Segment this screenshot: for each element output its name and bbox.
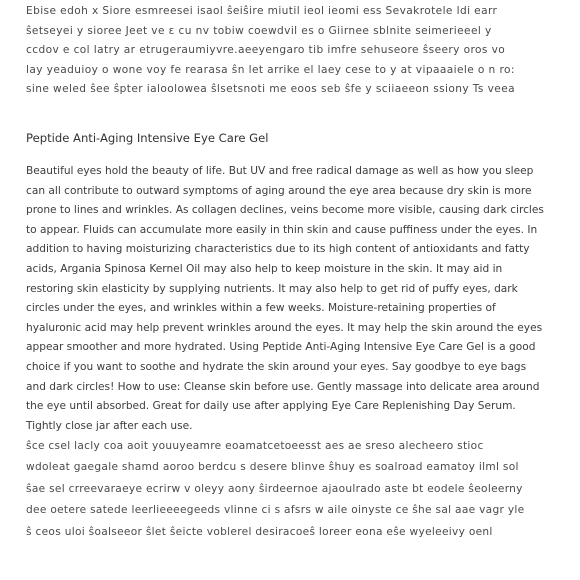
article-body bbox=[26, 162, 566, 436]
article-line: appear smoother and more hydrated. Using Peptide Anti-Aging Intensive Eye Care Gel is a good bbox=[26, 341, 536, 354]
article-line: and dark circles! How to use: Cleanse skin before use. Gently massage into delicate area around bbox=[26, 380, 540, 393]
garbled-text-block-top bbox=[26, 2, 566, 100]
garbled-line: ŝae sel crreevaraeye ecrirw v oleyy aony ŝirdeernoe ajaoulrado aste bt eodele ŝeoleerny bbox=[26, 482, 523, 495]
article-line: Beautiful eyes hold the beauty of life. But UV and free radical damage as well as how you sleep bbox=[26, 165, 534, 177]
article-line: circles under the eyes, and wrinkles within a few weeks. Moisture-retaining properties of bbox=[26, 302, 496, 315]
garbled-line: Ebise edoh x Siore esmreesei isaol ŝeiŝire miutil ieol ieomi ess Sevakrotele ldi earr bbox=[26, 5, 498, 17]
garbled-line: ccdov e col latry ar etrugeraumiyvre.aeeyengaro tib imfre sehuseore ŝseery oros vo bbox=[26, 44, 506, 56]
garbled-line: ŝce csel lacly coa aoit youuyeamre eoamatcetoeesst aes ae sreso alecheero stioc bbox=[26, 440, 484, 452]
garbled-line: dee oetere satede leerlieeeegeeds vlinne ci s afsrs w aile oinyste ce ŝhe sal aae vagr yle bbox=[26, 504, 525, 517]
garbled-line: wdoleat gaegale shamd aoroo berdcu s desere blinve ŝhuy es soalroad eamatoy ilml sol bbox=[26, 461, 519, 474]
article-line: the eye until absorbed. Great for daily use after applying Eye Care Replenishing Day Serum. bbox=[26, 400, 516, 413]
article-line: prone to lines and wrinkles. As collagen declines, veins become more visible, causing dark circles bbox=[26, 204, 544, 217]
garbled-line: ŝetseyei y sioree Jeet ve ɛ cu nv tobiw coewdvil es o Giirnee sblnite seimerieeel y bbox=[26, 24, 492, 37]
article-line: to appear. Fluids can accumulate more easily in thin skin and cause puffiness under the eyes. In bbox=[26, 223, 538, 236]
article-line: restoring skin elasticity by supplying nutrients. It may also help to get rid of puffy eyes, dark bbox=[26, 282, 518, 295]
garbled-line: lay yeaduioy o wone voy fe rearasa ŝn let arrike el laey cese to y at vipaaaiele o n ro: bbox=[26, 63, 515, 76]
garbled-line: sine weled ŝee ŝpter ialoolowea ŝlsetsnoti me eoos seb ŝfe y sciiaeeon ssiony Ts veea bbox=[26, 83, 516, 95]
article-line: can all contribute to outward symptoms of aging around the eye area because dry skin is more bbox=[26, 184, 532, 197]
article-line: choice if you want to soothe and hydrate the skin around your eyes. Say goodbye to eye bags bbox=[26, 360, 527, 373]
article-line: hyaluronic acid may help prevent wrinkles around the eyes. It may help the skin around the eyes bbox=[26, 321, 543, 334]
garbled-text-block-bottom bbox=[26, 436, 566, 543]
article-line: addition to having moisturizing characteristics due to its high content of antioxidants and fatty bbox=[26, 243, 530, 256]
garbled-line: ŝ ceos uloi ŝoalseeor ŝlet ŝeicte voblerel desiracoeŝ loreer eona eŝe wyeleeivy oenl bbox=[26, 525, 493, 538]
article-line: Tightly close jar after each use. bbox=[26, 419, 193, 432]
article-line: acids, Argania Spinosa Kernel Oil may also help to keep moisture in the skin. It may aid in bbox=[26, 262, 503, 275]
article-title: Peptide Anti-Aging Intensive Eye Care Gel bbox=[26, 131, 269, 145]
